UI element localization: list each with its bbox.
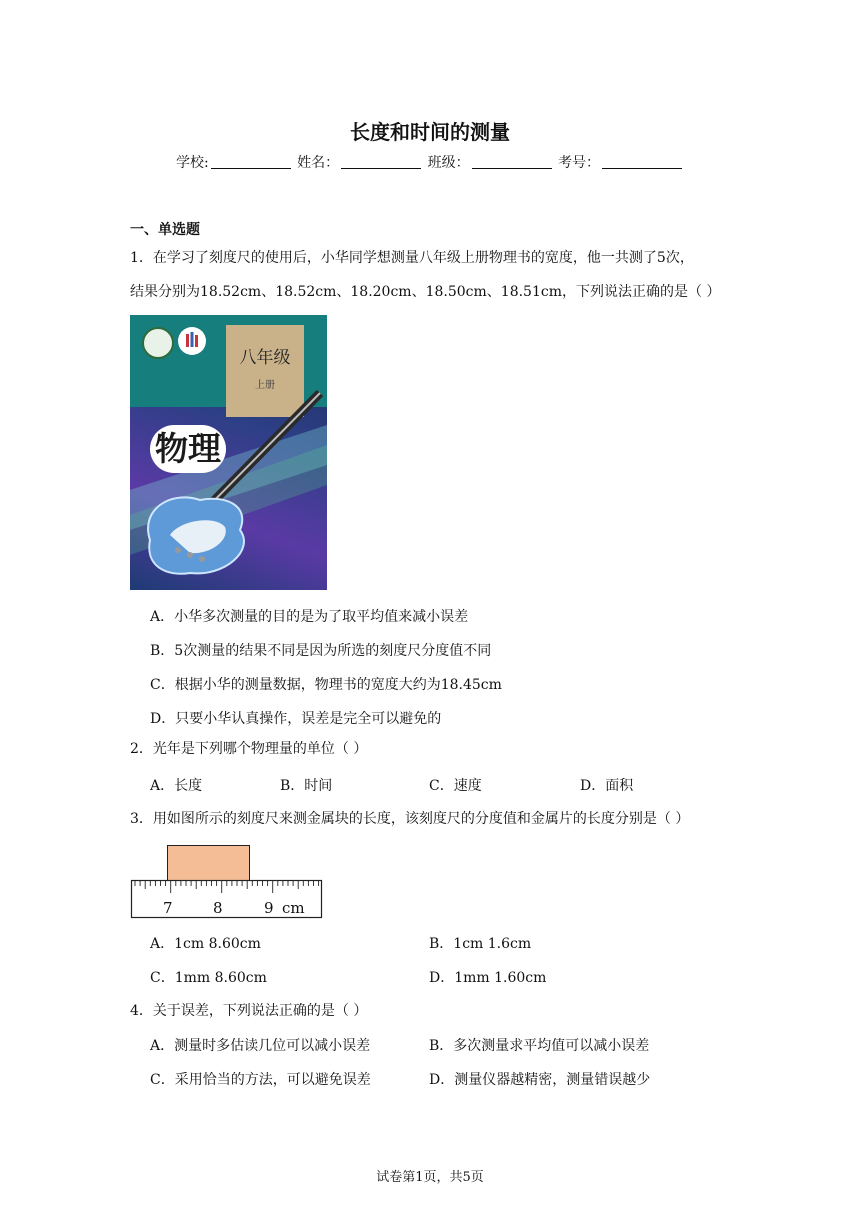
q1-option-a[interactable]: A．小华多次测量的目的是为了取平均值来减小误差: [150, 609, 469, 625]
q2-option-c[interactable]: C．速度: [429, 778, 482, 794]
question-2: [130, 732, 736, 766]
ruler-unit-label: cm: [282, 899, 305, 917]
q4-option-a[interactable]: A．测量时多估读几位可以减小误差: [150, 1038, 371, 1054]
question-1: [130, 241, 736, 309]
name-label: 姓名：: [297, 155, 340, 171]
school-blank[interactable]: [211, 154, 291, 169]
q3-option-b[interactable]: B．1cm 1.6cm: [429, 936, 532, 952]
question-text: 在学习了刻度尺的使用后，小华同学想测量八年级上册物理书的宽度，他一共测了5次，: [152, 250, 694, 266]
student-info-line: [0, 152, 860, 172]
q4-option-c[interactable]: C．采用恰当的方法，可以避免误差: [150, 1072, 371, 1088]
page-footer: 试卷第1页，共5页: [376, 1170, 484, 1185]
q1-option-d[interactable]: D．只要小华认真操作，误差是完全可以避免的: [150, 711, 442, 727]
section-heading: 一、单选题: [130, 222, 200, 238]
question-number: 4．: [130, 1003, 153, 1019]
cover-volume-text: 上册: [255, 380, 275, 391]
exam-number-label: 考号：: [558, 155, 601, 171]
q2-option-d[interactable]: D．面积: [580, 778, 634, 794]
q3-option-d[interactable]: D．1mm 1.60cm: [429, 970, 547, 986]
page-title: 长度和时间的测量: [350, 120, 510, 144]
ruler-diagram: [130, 845, 326, 921]
question-4: [130, 994, 736, 1028]
question-number: 1．: [130, 250, 153, 266]
question-text: 关于误差，下列说法正确的是（ ）: [152, 1003, 368, 1019]
ruler-label-9: 9: [264, 899, 274, 917]
question-text: 用如图所示的刻度尺来测金属块的长度，该刻度尺的分度值和金属片的长度分别是（ ）: [152, 811, 690, 827]
q3-option-c[interactable]: C．1mm 8.60cm: [150, 970, 267, 986]
question-text: 光年是下列哪个物理量的单位（ ）: [152, 741, 368, 757]
exam-number-blank[interactable]: [602, 154, 682, 169]
ruler-label-8: 8: [213, 899, 223, 917]
question-number: 3．: [130, 811, 153, 827]
class-label: 班级：: [427, 155, 470, 171]
class-blank[interactable]: [472, 154, 552, 169]
ruler-label-7: 7: [163, 899, 173, 917]
q3-option-a[interactable]: A．1cm 8.60cm: [150, 936, 261, 952]
q2-option-b[interactable]: B．时间: [280, 778, 333, 794]
q1-option-c[interactable]: C．根据小华的测量数据，物理书的宽度大约为18.45cm: [150, 677, 502, 693]
cover-grade-text: 八年级: [239, 348, 291, 368]
cover-subject-text: 物理: [155, 429, 221, 468]
school-label: 学校:: [175, 155, 209, 171]
question-3: [130, 802, 736, 836]
q1-option-b[interactable]: B．5次测量的结果不同是因为所选的刻度尺分度值不同: [150, 643, 492, 659]
name-blank[interactable]: [341, 154, 421, 169]
question-number: 2．: [130, 741, 153, 757]
cover-subject-badge: [150, 425, 226, 473]
q2-option-a[interactable]: A．长度: [150, 778, 203, 794]
q4-option-d[interactable]: D．测量仪器越精密，测量错误越少: [429, 1072, 651, 1088]
physics-textbook-cover-image: [130, 315, 327, 590]
q4-option-b[interactable]: B．多次测量求平均值可以减小误差: [429, 1038, 650, 1054]
question-text-continued: 结果分别为18.52cm、18.52cm、18.20cm、18.50cm、18.51cm，下列说法正确的是（ ）: [130, 284, 721, 300]
